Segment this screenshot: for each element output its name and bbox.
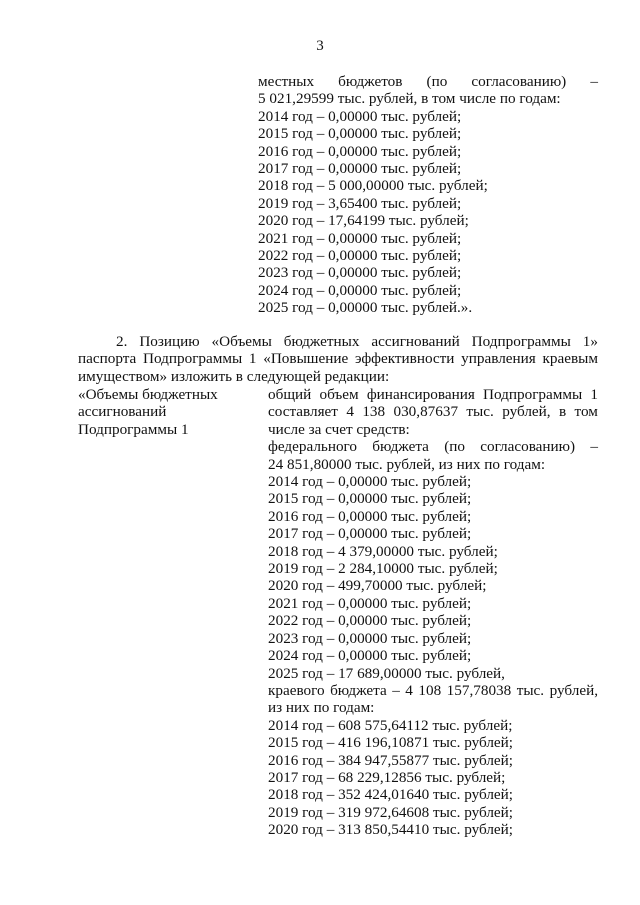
word: 157,78038 <box>446 681 512 699</box>
year-line: 2021 год – 0,00000 тыс. рублей; <box>258 229 462 247</box>
federal-year-line: 2025 год – 17 689,00000 тыс. рублей, <box>268 664 505 682</box>
word: бюджета <box>372 438 429 456</box>
position-label-line: «Объемы бюджетных <box>78 386 218 403</box>
local-budget-block <box>258 73 598 317</box>
federal-year-line: 2020 год – 499,70000 тыс. рублей; <box>268 577 487 595</box>
word: (по <box>444 438 465 456</box>
regional-year-line: 2014 год – 608 575,64112 тыс. рублей; <box>268 716 513 734</box>
year-line: 2025 год – 0,00000 тыс. рублей.». <box>258 299 473 317</box>
word: тыс. <box>466 403 494 421</box>
word: 1 <box>248 350 257 368</box>
word: «Повышение <box>263 350 349 368</box>
federal-year-line: 2024 год – 0,00000 тыс. рублей; <box>268 647 472 665</box>
word: – <box>392 681 400 699</box>
word: тыс. <box>516 681 545 699</box>
intro-line <box>268 386 598 403</box>
word: рублей, <box>549 681 598 699</box>
regional-year-line: 2016 год – 384 947,55877 тыс. рублей; <box>268 751 513 769</box>
word: финансирования <box>366 386 475 403</box>
federal-year-line: 2019 год – 2 284,10000 тыс. рублей; <box>268 560 498 578</box>
local-budget-total: 5 021,29599 тыс. рублей, в том числе по годам: <box>258 90 561 108</box>
federal-budget-heading <box>268 438 598 455</box>
paragraph-line: имуществом» изложить в следующей редакции: <box>78 367 390 385</box>
regional-budget-heading <box>268 682 598 699</box>
regional-year-line: 2018 год – 352 424,01640 тыс. рублей; <box>268 786 513 804</box>
federal-year-line: 2021 год – 0,00000 тыс. рублей; <box>268 594 472 612</box>
word: общий <box>268 386 312 403</box>
federal-year-line: 2016 год – 0,00000 тыс. рублей; <box>268 507 472 525</box>
word: согласованию) <box>471 73 567 90</box>
year-line: 2024 год – 0,00000 тыс. рублей; <box>258 281 462 299</box>
regional-budget-subheading: из них по годам: <box>268 699 375 717</box>
position-label-line: Подпрограммы 1 <box>78 420 189 438</box>
year-line: 2022 год – 0,00000 тыс. рублей; <box>258 247 462 265</box>
federal-year-line: 2014 год – 0,00000 тыс. рублей; <box>268 473 472 491</box>
paragraph-line <box>78 333 598 350</box>
word: 2. <box>116 333 128 350</box>
intro-line: числе за счет средств: <box>268 420 410 438</box>
federal-year-line: 2022 год – 0,00000 тыс. рублей; <box>268 612 472 630</box>
word: 4 <box>346 403 354 421</box>
word: Подпрограммы <box>483 386 583 403</box>
federal-year-line: 2017 год – 0,00000 тыс. рублей; <box>268 525 472 543</box>
word: краевого <box>268 681 325 699</box>
word: «Объемы <box>211 333 272 350</box>
word: составляет <box>268 403 338 421</box>
word: – <box>590 73 598 90</box>
word: бюджетных <box>283 333 360 350</box>
word: 4 <box>405 681 413 699</box>
regional-year-line: 2017 год – 68 229,12856 тыс. рублей; <box>268 768 506 786</box>
word: паспорта <box>78 350 137 368</box>
word: Подпрограммы <box>143 350 243 368</box>
paragraph-line <box>78 350 598 367</box>
word: в <box>558 403 567 421</box>
local-budget-heading <box>258 73 598 90</box>
word: согласованию) <box>480 438 576 456</box>
word: управления <box>461 350 536 368</box>
year-line: 2019 год – 3,65400 тыс. рублей; <box>258 194 462 212</box>
word: бюджетов <box>338 73 403 90</box>
year-line: 2020 год – 17,64199 тыс. рублей; <box>258 212 469 230</box>
regional-year-line: 2020 год – 313 850,54410 тыс. рублей; <box>268 821 513 839</box>
word: 030,87637 <box>393 403 459 421</box>
position-label <box>78 386 258 438</box>
word: федерального <box>268 438 357 456</box>
word: том <box>574 403 598 421</box>
federal-budget-total: 24 851,80000 тыс. рублей, из них по годам: <box>268 455 546 473</box>
word: – <box>590 438 598 456</box>
year-line: 2014 год – 0,00000 тыс. рублей; <box>258 107 462 125</box>
paragraph-2 <box>78 333 598 385</box>
word: ассигнований <box>371 333 460 350</box>
year-line: 2018 год – 5 000,00000 тыс. рублей; <box>258 177 488 195</box>
federal-year-line: 2015 год – 0,00000 тыс. рублей; <box>268 490 472 508</box>
word: Подпрограммы <box>471 333 571 350</box>
page-number: 3 <box>316 38 324 54</box>
federal-year-line: 2023 год – 0,00000 тыс. рублей; <box>268 629 472 647</box>
word: эффективности <box>354 350 455 368</box>
word: 1 <box>590 386 598 403</box>
year-line: 2017 год – 0,00000 тыс. рублей; <box>258 160 462 178</box>
word: объем <box>319 386 359 403</box>
word: (по <box>426 73 448 90</box>
word: местных <box>258 73 315 90</box>
word: 108 <box>418 681 442 699</box>
word: 138 <box>362 403 386 421</box>
word: рублей, <box>502 403 551 421</box>
intro-line <box>268 403 598 420</box>
word: краевым <box>542 350 598 368</box>
word: 1» <box>582 333 598 350</box>
position-content <box>268 386 598 839</box>
year-line: 2015 год – 0,00000 тыс. рублей; <box>258 125 462 143</box>
year-line: 2023 год – 0,00000 тыс. рублей; <box>258 264 462 282</box>
word: Позицию <box>139 333 200 350</box>
position-label-line: ассигнований <box>78 403 167 421</box>
federal-year-line: 2018 год – 4 379,00000 тыс. рублей; <box>268 542 498 560</box>
word: бюджета <box>330 681 387 699</box>
year-line: 2016 год – 0,00000 тыс. рублей; <box>258 142 462 160</box>
regional-year-line: 2015 год – 416 196,10871 тыс. рублей; <box>268 734 513 752</box>
regional-year-line: 2019 год – 319 972,64608 тыс. рублей; <box>268 803 513 821</box>
